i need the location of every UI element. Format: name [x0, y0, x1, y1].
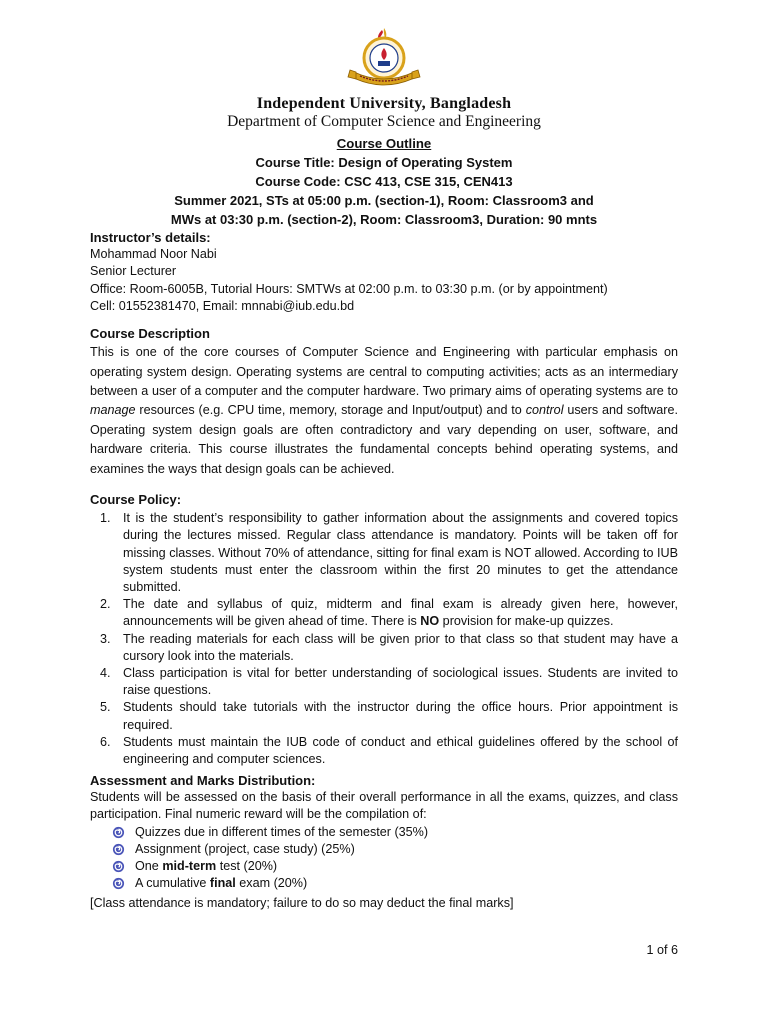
university-logo	[0, 28, 768, 88]
marks-list	[90, 824, 678, 893]
marks-item	[90, 841, 678, 858]
document-title-text: Course Outline	[336, 136, 432, 151]
policy-item-text-b: provision for make-up quizzes.	[439, 614, 614, 629]
policy-section	[90, 491, 678, 768]
marks-item-pre: Quizzes due in different times of the semester (35%)	[135, 824, 429, 839]
marks-item-pre: A cumulative	[135, 876, 210, 891]
schedule-line-2: MWs at 03:30 p.m. (section-2), Room: Classroom3, Duration: 90 mnts	[170, 212, 598, 227]
page-number: 1 of 6	[646, 943, 678, 957]
policy-list	[90, 510, 678, 768]
marks-item-pre: One	[135, 859, 163, 874]
assessment-section	[90, 772, 678, 913]
policy-item	[90, 510, 678, 596]
policy-item-number: 5.	[100, 700, 111, 715]
marks-item-bold: final	[209, 876, 236, 891]
schedule-line-1: Summer 2021, STs at 05:00 p.m. (section-1), Room: Classroom3 and	[174, 193, 594, 208]
department-name: Department of Computer Science and Engineering	[227, 113, 541, 130]
assessment-heading: Assessment and Marks Distribution:	[90, 773, 316, 788]
university-name: Independent University, Bangladesh	[256, 95, 512, 112]
description-text-a: This is one of the core courses of Computer Science and Engineering with particular emphasis on operating system design. Operating systems are central to computing activities; acts as an intermediary between a user of a computer and the computer hardware. Two primary aims of operating systems are to	[90, 345, 678, 399]
marks-item-post: exam (20%)	[235, 876, 308, 891]
policy-item	[90, 699, 678, 733]
document-title	[0, 135, 768, 152]
policy-item-number: 1.	[100, 511, 111, 526]
spiral-bullet-icon	[112, 860, 125, 873]
marks-item	[90, 824, 678, 841]
policy-item-number: 3.	[100, 631, 111, 646]
policy-item-text: Students must maintain the IUB code of conduct and ethical guidelines offered by the school of engineering and computer sciences.	[123, 734, 678, 767]
marks-item	[90, 875, 678, 892]
marks-item-pre: Assignment (project, case study) (25%)	[135, 841, 355, 856]
marks-item-post: test (20%)	[216, 859, 278, 874]
policy-item-text: Students should take tutorials with the instructor during the office hours. Prior appointment is required.	[123, 700, 678, 732]
spiral-bullet-icon	[112, 843, 125, 856]
spiral-bullet-icon	[112, 826, 125, 839]
course-title: Course Title: Design of Operating System	[255, 155, 513, 170]
policy-item-number: 6.	[100, 734, 111, 749]
policy-item-text: Class participation is vital for better understanding of sociological issues. Students are invited to raise questions.	[123, 666, 678, 698]
marks-item	[90, 858, 678, 875]
policy-item	[90, 631, 678, 665]
instructor-section	[90, 229, 678, 315]
policy-item-number: 2.	[100, 597, 111, 612]
description-em-manage: manage	[90, 403, 136, 418]
policy-item-bold: NO	[420, 614, 440, 629]
policy-item-text-a: The date and syllabus of quiz, midterm and final exam is already given here, however, announcements will be given ahead of time. There is	[123, 597, 678, 629]
policy-heading: Course Policy:	[90, 492, 182, 507]
instructor-contact: Cell: 01552381470, Email: mnnabi@iub.edu.bd	[90, 298, 355, 313]
description-text-c: users and software. Operating system design goals are often contradictory and vary depending on user, software, and hardware criteria. This course illustrates the fundamental concepts behind operating systems, and examines the ways that design goals can be achieved.	[90, 403, 678, 476]
description-text	[90, 343, 678, 479]
policy-item-text: The reading materials for each class will be given prior to that class so that student may have a cursory look into the materials.	[123, 631, 678, 663]
description-heading: Course Description	[90, 326, 210, 341]
course-code: Course Code: CSC 413, CSE 315, CEN413	[255, 174, 513, 189]
assessment-intro: Students will be assessed on the basis of their overall performance in all the exams, quizzes, and class participation. Final numeric reward will be the compilation of:	[90, 790, 678, 822]
policy-item	[90, 734, 678, 768]
description-text-b: resources (e.g. CPU time, memory, storage and Input/output) and to	[135, 403, 526, 418]
instructor-office: Office: Room-6005B, Tutorial Hours: SMTWs at 02:00 p.m. to 03:30 p.m. (or by appointment)	[90, 281, 608, 296]
description-em-control: control	[525, 403, 564, 418]
description-section	[90, 325, 678, 479]
instructor-name: Mohammad Noor Nabi	[90, 247, 217, 262]
policy-item	[90, 596, 678, 630]
spiral-bullet-icon	[112, 877, 125, 890]
attendance-note: [Class attendance is mandatory; failure to do so may deduct the final marks]	[90, 896, 514, 911]
policy-item	[90, 665, 678, 699]
policy-item-number: 4.	[100, 666, 111, 681]
marks-item-bold: mid-term	[162, 859, 217, 874]
instructor-heading: Instructor’s details:	[90, 230, 211, 245]
instructor-title: Senior Lecturer	[90, 264, 177, 279]
policy-item-text: It is the student’s responsibility to gather information about the assignments and covered topics during the lectures missed. Regular class attendance is mandatory. Points will be taken off for missing classes. Without 70% of attendance, sitting for final exam is NOT allowed. According to IUB system students must enter the classroom within the first 20 minutes to get the attendance submitted.	[123, 511, 678, 595]
